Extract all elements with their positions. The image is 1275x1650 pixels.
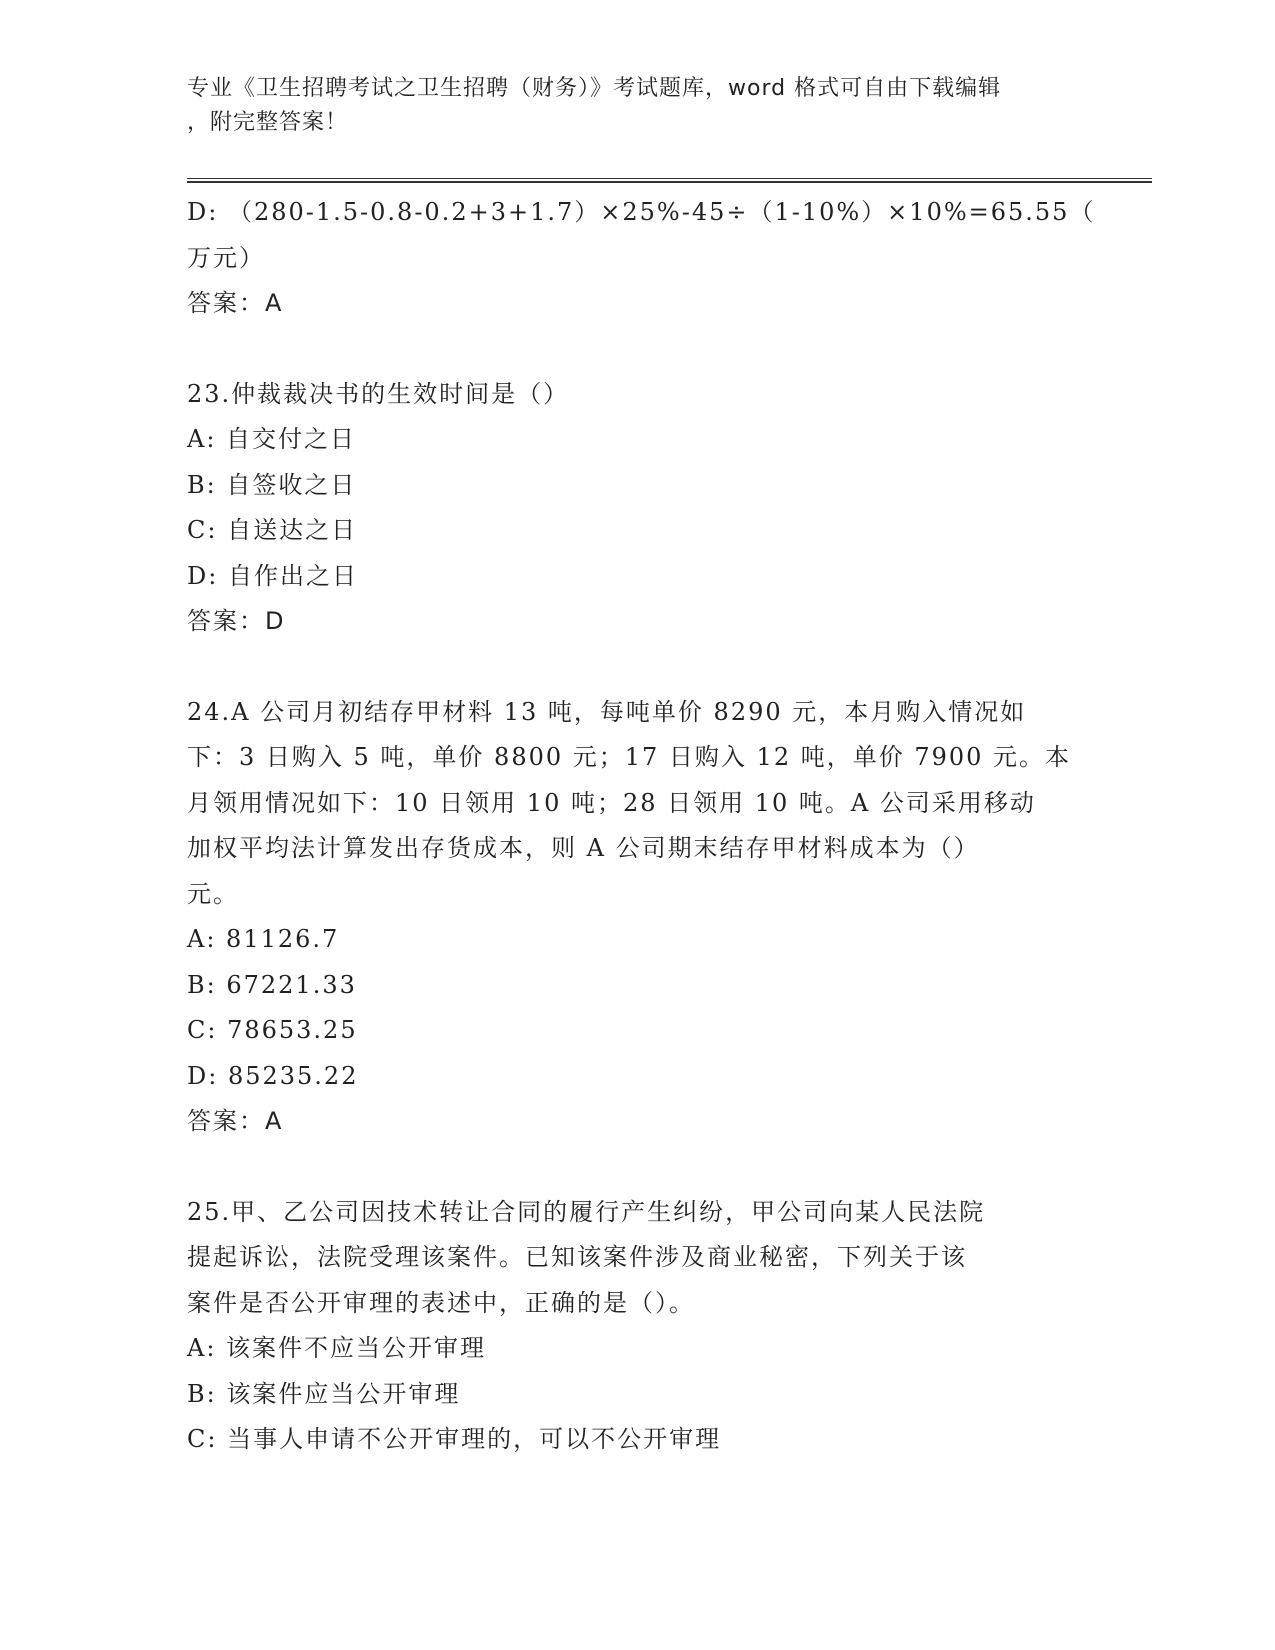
answer: 答案：D — [187, 607, 286, 635]
spacer — [187, 1145, 1087, 1190]
question-stem-line: 下：3 日购入 5 吨，单价 8800 元；17 日购入 12 吨，单价 7900 元。本 — [187, 743, 1072, 771]
option-c: C: 78653.25 — [187, 1016, 358, 1044]
option-c: C: 自送达之日 — [187, 516, 358, 544]
option-d: D: （280-1.5-0.8-0.2+3+1.7）×25%-45÷（1-10%）×10%=65.55（ — [187, 198, 1096, 226]
question-stem-line: 提起诉讼，法院受理该案件。已知该案件涉及商业秘密，下列关于该 — [187, 1243, 967, 1271]
question-stem-line: 月领用情况如下：10 日领用 10 吨；28 日领用 10 吨。A 公司采用移动 — [187, 788, 1036, 817]
option-a: A: 自交付之日 — [187, 425, 357, 453]
question-list — [187, 190, 1096, 1463]
option-b: B: 自签收之日 — [187, 470, 357, 499]
question-22-tail — [187, 190, 1096, 327]
option-d: D: 自作出之日 — [187, 561, 358, 590]
answer: 答案：A — [187, 1107, 284, 1135]
option-b: B: 67221.33 — [187, 970, 357, 999]
spacer — [187, 645, 1087, 690]
answer: 答案：A — [187, 289, 284, 317]
option-a: A: 81126.7 — [187, 925, 340, 953]
header-line-2: ，附完整答案！ — [187, 110, 349, 135]
header-divider — [187, 178, 1152, 183]
question-stem-line: 加权平均法计算发出存货成本，则 A 公司期末结存甲材料成本为（） — [187, 834, 980, 862]
question-stem-line: 元。 — [187, 879, 239, 908]
document-header — [187, 72, 1067, 140]
question-stem-line: 25.甲、乙公司因技术转让合同的履行产生纠纷，甲公司向某人民法院 — [187, 1197, 986, 1226]
spacer — [187, 327, 1087, 372]
question-stem: 23.仲裁裁决书的生效时间是（） — [187, 379, 570, 408]
question-stem-line: 24.A 公司月初结存甲材料 13 吨，每吨单价 8290 元，本月购入情况如 — [187, 697, 1027, 726]
question-24 — [187, 690, 1087, 1145]
question-25 — [187, 1190, 1087, 1463]
option-d-continued: 万元） — [187, 243, 265, 272]
option-a: A: 该案件不应当公开审理 — [187, 1334, 487, 1362]
option-d: D: 85235.22 — [187, 1061, 359, 1090]
option-c: C: 当事人申请不公开审理的，可以不公开审理 — [187, 1425, 722, 1453]
option-b: B: 该案件应当公开审理 — [187, 1379, 461, 1408]
header-line-1: 专业《卫生招聘考试之卫生招聘（财务）》考试题库，word 格式可自由下载编辑 — [187, 76, 1002, 101]
question-23 — [187, 372, 1087, 645]
question-stem-line: 案件是否公开审理的表述中，正确的是（）。 — [187, 1288, 695, 1317]
